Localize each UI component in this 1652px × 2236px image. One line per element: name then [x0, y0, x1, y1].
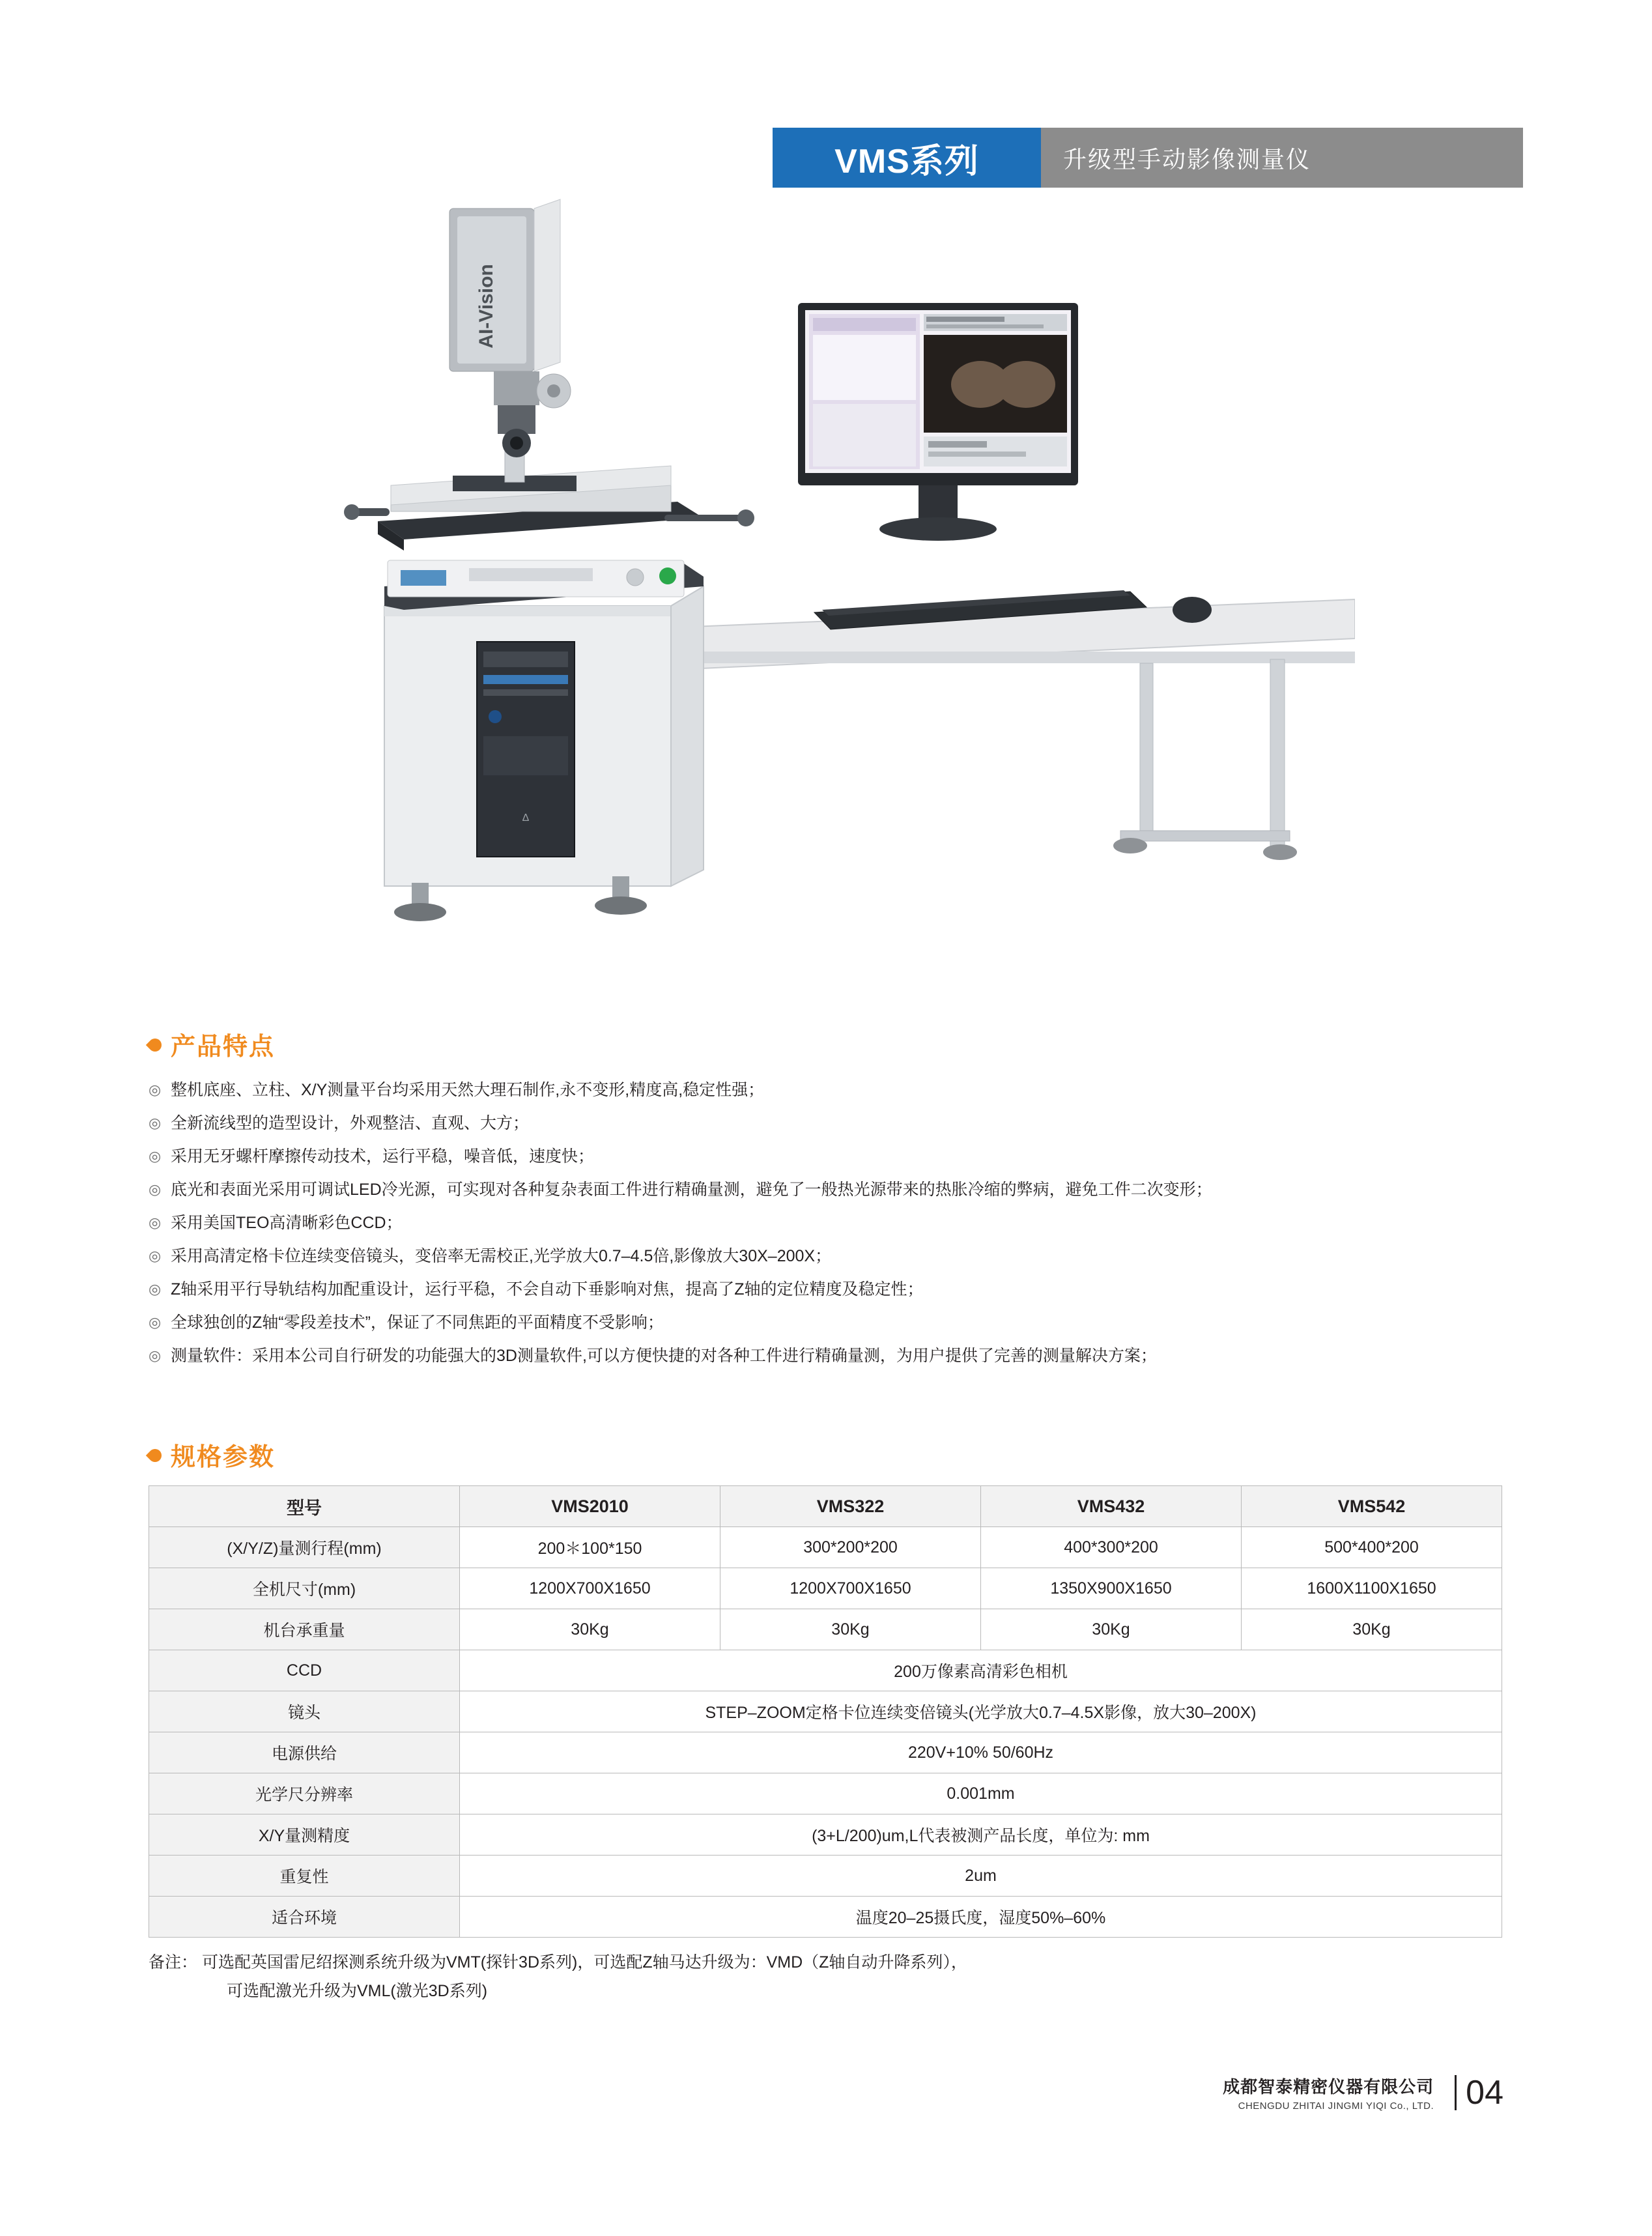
table-cell: 1600X1100X1650 [1242, 1568, 1502, 1609]
droplet-icon [149, 1445, 162, 1465]
spec-note [149, 1948, 1502, 2005]
features-heading-label: 产品特点 [171, 1033, 276, 1061]
column-header: 型号 [149, 1486, 460, 1527]
table-cell: 2um [460, 1856, 1502, 1897]
table-row [149, 1856, 1502, 1897]
list-item [149, 1079, 1212, 1101]
spec-heading-label: 规格参数 [171, 1444, 276, 1471]
table-cell: 温度20–25摄氏度，湿度50%–60% [460, 1897, 1502, 1938]
bullet-icon: ◎ [149, 1281, 162, 1297]
row-label: 适合环境 [149, 1897, 460, 1938]
feature-text: 测量软件：采用本公司自行研发的功能强大的3D测量软件,可以方便快捷的对各种工件进行精确量测，为用户提供了完善的测量解决方案； [171, 1347, 1157, 1365]
bullet-icon: ◎ [149, 1248, 162, 1264]
row-label: 机台承重量 [149, 1609, 460, 1650]
table-cell: 220V+10% 50/60Hz [460, 1732, 1502, 1773]
footer-divider [1455, 2075, 1457, 2110]
page-number: 04 [1466, 2074, 1503, 2112]
feature-text: 全新流线型的造型设计，外观整洁、直观、大方； [171, 1114, 530, 1132]
bullet-icon: ◎ [149, 1214, 162, 1231]
feature-text: Z轴采用平行导轨结构加配重设计，运行平稳，不会自动下垂影响对焦，提高了Z轴的定位精度及稳定性； [171, 1280, 924, 1298]
table-cell: STEP–ZOOM定格卡位连续变倍镜头(光学放大0.7–4.5X影像，放大30–200X) [460, 1691, 1502, 1732]
table-cell: 500*400*200 [1242, 1527, 1502, 1568]
table-cell: 30Kg [720, 1609, 981, 1650]
list-item [149, 1212, 1212, 1234]
company-name-cn: 成都智泰精密仪器有限公司 [1223, 2077, 1434, 2097]
series-title: VMS系列 [834, 142, 979, 180]
table-row [149, 1650, 1502, 1691]
list-item [149, 1179, 1212, 1201]
table-row [149, 1527, 1502, 1568]
row-label: 光学尺分辨率 [149, 1773, 460, 1814]
table-cell: 0.001mm [460, 1773, 1502, 1814]
series-subtitle: 升级型手动影像测量仪 [1063, 145, 1311, 173]
table-cell: 30Kg [460, 1609, 720, 1650]
table-row [149, 1486, 1502, 1527]
list-item [149, 1245, 1212, 1267]
svg-text:Δ: Δ [522, 812, 530, 824]
table-row [149, 1897, 1502, 1938]
table-row [149, 1732, 1502, 1773]
list-item [149, 1345, 1212, 1367]
machine-base [384, 560, 704, 610]
bullet-icon: ◎ [149, 1314, 162, 1330]
table-row [149, 1773, 1502, 1814]
measuring-head-column [449, 199, 571, 482]
spec-section-heading [149, 1437, 275, 1472]
column-header: VMS322 [720, 1486, 981, 1527]
spec-note-line-2: 可选配激光升级为VML(激光3D系列) [227, 1982, 488, 2000]
feature-text: 采用无牙螺杆摩擦传动技术，运行平稳，噪音低，速度快； [171, 1147, 595, 1166]
bullet-icon: ◎ [149, 1181, 162, 1197]
company-name-en: CHENGDU ZHITAI JINGMI YIQI Co., LTD. [1238, 2100, 1434, 2112]
list-item [149, 1145, 1212, 1168]
spec-table [149, 1485, 1502, 1938]
table-cell: (3+L/200)um,L代表被测产品长度，单位为: mm [460, 1814, 1502, 1856]
bullet-icon: ◎ [149, 1115, 162, 1131]
machine-cabinet [384, 586, 704, 921]
table-row [149, 1609, 1502, 1650]
row-label: X/Y量测精度 [149, 1814, 460, 1856]
feature-text: 采用高清定格卡位连续变倍镜头，变倍率无需校正,光学放大0.7–4.5倍,影像放大30X–200X； [171, 1247, 832, 1265]
monitor [798, 303, 1078, 541]
company-block [1223, 2074, 1434, 2112]
table-cell: 1200X700X1650 [460, 1568, 720, 1609]
page-footer [0, 2073, 1652, 2112]
feature-text: 整机底座、立柱、X/Y测量平台均采用天然大理石制作,永不变形,精度高,稳定性强； [171, 1081, 765, 1099]
list-item [149, 1278, 1212, 1300]
list-item [149, 1112, 1212, 1134]
machine-brand-text: AI-Vision [476, 264, 497, 349]
column-header: VMS432 [981, 1486, 1242, 1527]
features-list [149, 1079, 1212, 1367]
droplet-icon [149, 1035, 162, 1054]
feature-text: 采用美国TEO高清晰彩色CCD； [171, 1214, 403, 1232]
page-header-banner [773, 128, 1523, 188]
bullet-icon: ◎ [149, 1148, 162, 1164]
feature-text: 全球独创的Z轴“零段差技术”，保证了不同焦距的平面精度不受影响； [171, 1313, 664, 1332]
row-label: (X/Y/Z)量测行程(mm) [149, 1527, 460, 1568]
table-cell: 1350X900X1650 [981, 1568, 1242, 1609]
row-label: 重复性 [149, 1856, 460, 1897]
table-cell: 400*300*200 [981, 1527, 1242, 1568]
table-cell: 30Kg [981, 1609, 1242, 1650]
header-subtitle-block [1041, 128, 1523, 188]
spec-note-line-1: 备注： 可选配英国雷尼绍探测系统升级为VMT(探针3D系列)，可选配Z轴马达升级为：VMD（Z轴自动升降系列）， [149, 1953, 967, 1971]
table-row [149, 1691, 1502, 1732]
table-cell: 300*200*200 [720, 1527, 981, 1568]
table-cell: 200＊100*150 [460, 1527, 720, 1568]
spec-table-wrapper [149, 1485, 1502, 2005]
bullet-icon: ◎ [149, 1082, 162, 1098]
table-cell: 200万像素高清彩色相机 [460, 1650, 1502, 1691]
column-header: VMS2010 [460, 1486, 720, 1527]
table-row [149, 1814, 1502, 1856]
features-section [149, 1026, 1212, 1378]
row-label: 电源供给 [149, 1732, 460, 1773]
column-header: VMS542 [1242, 1486, 1502, 1527]
features-heading [149, 1026, 1212, 1062]
header-title-block [773, 128, 1041, 188]
row-label: 镜头 [149, 1691, 460, 1732]
product-photo [339, 195, 1355, 964]
table-cell: 30Kg [1242, 1609, 1502, 1650]
list-item [149, 1312, 1212, 1334]
feature-text: 底光和表面光采用可调试LED冷光源，可实现对各种复杂表面工件进行精确量测，避免了一般热光源带来的热胀冷缩的弊病，避免工件二次变形； [171, 1181, 1212, 1199]
bullet-icon: ◎ [149, 1347, 162, 1364]
spec-heading [149, 1437, 275, 1472]
xy-stage [344, 466, 754, 551]
row-label: 全机尺寸(mm) [149, 1568, 460, 1609]
workbench [645, 599, 1355, 860]
table-cell: 1200X700X1650 [720, 1568, 981, 1609]
row-label: CCD [149, 1650, 460, 1691]
table-row [149, 1568, 1502, 1609]
